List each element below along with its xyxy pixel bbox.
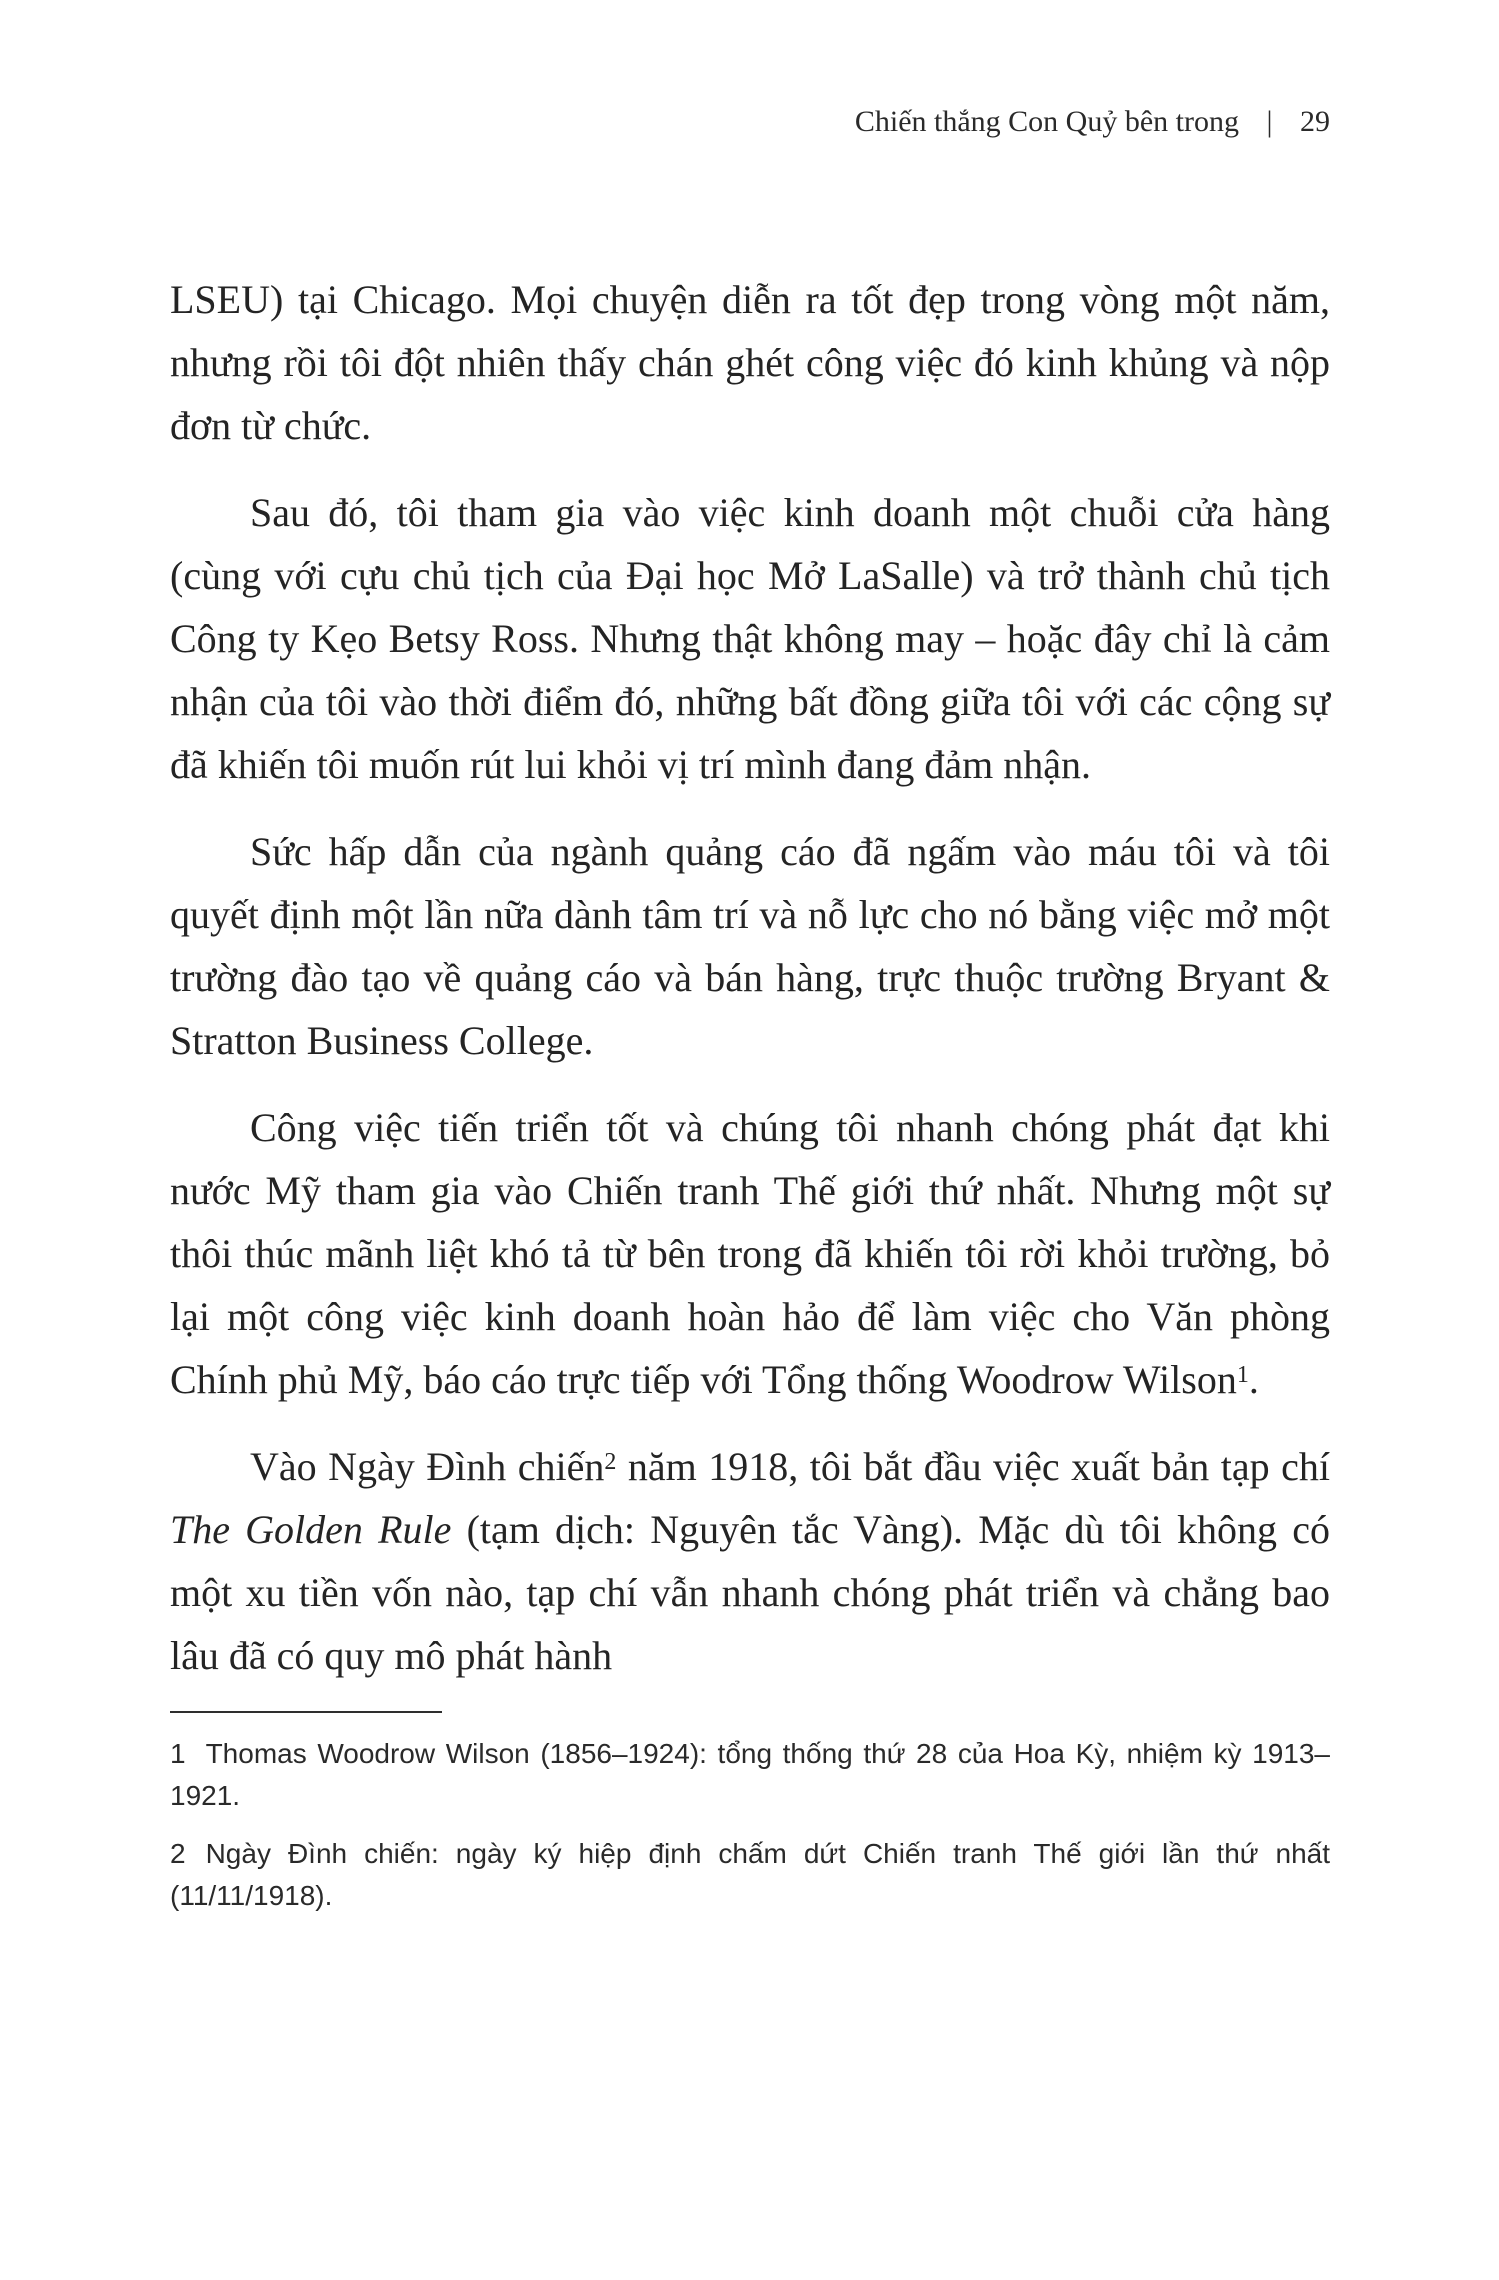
- header-separator: |: [1266, 105, 1273, 138]
- footnote-text: Ngày Đình chiến: ngày ký hiệp định chấm dứt Chiến tranh Thế giới lần thứ nhất (11/11/1918).: [170, 1838, 1330, 1911]
- footnote: [170, 1833, 1330, 1917]
- running-title: Chiến thắng Con Quỷ bên trong: [854, 105, 1239, 138]
- paragraph: [170, 1096, 1330, 1411]
- footnote-reference: 2: [604, 1449, 617, 1476]
- text-run: .: [1248, 1357, 1259, 1402]
- paragraph: [170, 1435, 1330, 1687]
- footnote-marker: 1: [170, 1738, 186, 1769]
- paragraph: [170, 481, 1330, 796]
- footnote-text: Thomas Woodrow Wilson (1856–1924): tổng thống thứ 28 của Hoa Kỳ, nhiệm kỳ 1913–1921.: [170, 1738, 1330, 1811]
- text-run: năm 1918, tôi bắt đầu việc xuất bản tạp chí: [616, 1444, 1330, 1489]
- page-number: 29: [1300, 105, 1330, 138]
- paragraph: [170, 820, 1330, 1072]
- body-text: [170, 268, 1330, 1687]
- footnote: [170, 1733, 1330, 1817]
- footnotes-section: [170, 1711, 1330, 1917]
- paragraph: [170, 268, 1330, 457]
- italic-text: The Golden Rule: [170, 1507, 452, 1552]
- footnote-marker: 2: [170, 1838, 186, 1869]
- text-run: Công việc tiến triển tốt và chúng tôi nhanh chóng phát đạt khi nước Mỹ tham gia vào Chiến tranh Thế giới thứ nhất. Nhưng một sự thôi thúc mãnh liệt khó tả từ bên trong đã khiến tôi rời khỏi trường, bỏ lại một công việc kinh doanh hoàn hảo để làm việc cho Văn phòng Chính phủ Mỹ, báo cáo trực tiếp với Tổng thống Woodrow Wilson: [170, 1105, 1330, 1402]
- text-run: (tạm dịch: Nguyên tắc Vàng). Mặc dù tôi không có một xu tiền vốn nào, tạp chí vẫn nhanh chóng phát triển và chẳng bao lâu đã có quy mô phát hành: [170, 1507, 1330, 1678]
- footnote-reference: 1: [1236, 1362, 1249, 1389]
- text-run: Sau đó, tôi tham gia vào việc kinh doanh một chuỗi cửa hàng (cùng với cựu chủ tịch của Đại học Mở LaSalle) và trở thành chủ tịch Công ty Kẹo Betsy Ross. Nhưng thật không may – hoặc đây chỉ là cảm nhận của tôi vào thời điểm đó, những bất đồng giữa tôi với các cộng sự đã khiến tôi muốn rút lui khỏi vị trí mình đang đảm nhận.: [170, 490, 1330, 787]
- text-run: LSEU) tại Chicago. Mọi chuyện diễn ra tốt đẹp trong vòng một năm, nhưng rồi tôi đột nhiên thấy chán ghét công việc đó kinh khủng và nộp đơn từ chức.: [170, 277, 1330, 448]
- footnotes-list: [170, 1733, 1330, 1917]
- text-run: Vào Ngày Đình chiến: [250, 1444, 605, 1489]
- page-header: [170, 104, 1330, 140]
- text-run: Sức hấp dẫn của ngành quảng cáo đã ngấm vào máu tôi và tôi quyết định một lần nữa dành tâm trí và nỗ lực cho nó bằng việc mở một trường đào tạo về quảng cáo và bán hàng, trực thuộc trường Bryant & Stratton Business College.: [170, 829, 1330, 1063]
- footnote-divider: [170, 1711, 442, 1713]
